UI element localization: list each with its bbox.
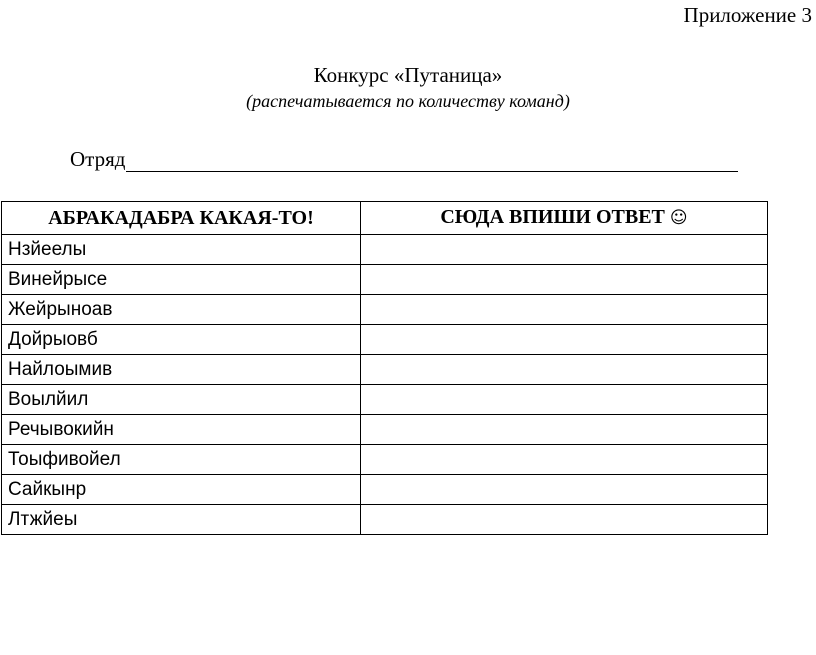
scrambled-word-cell: Винейрысе xyxy=(2,265,361,295)
answer-cell[interactable] xyxy=(361,385,768,415)
table-row xyxy=(2,355,768,385)
scrambled-word-cell: Воылйил xyxy=(2,385,361,415)
squad-blank-line[interactable] xyxy=(126,151,738,172)
answer-cell[interactable] xyxy=(361,295,768,325)
squad-label: Отряд xyxy=(70,147,126,171)
table-row xyxy=(2,415,768,445)
answer-cell[interactable] xyxy=(361,445,768,475)
column-header-scrambled: АБРАКАДАБРА КАКАЯ-ТО! xyxy=(2,202,361,235)
answer-cell[interactable] xyxy=(361,505,768,535)
table-header-row xyxy=(2,202,768,235)
squad-field xyxy=(70,146,738,172)
scrambled-word-cell: Найлоымив xyxy=(2,355,361,385)
answer-cell[interactable] xyxy=(361,355,768,385)
table-row xyxy=(2,235,768,265)
scrambled-word-cell: Жейрыноав xyxy=(2,295,361,325)
page-title: Конкурс «Путаница» xyxy=(313,63,503,87)
table-row xyxy=(2,265,768,295)
scrambled-word-cell: Тоыфивойел xyxy=(2,445,361,475)
scrambled-word-cell: Сайкынр xyxy=(2,475,361,505)
answer-cell[interactable] xyxy=(361,235,768,265)
scrambled-word-cell: Речывокийн xyxy=(2,415,361,445)
table-row xyxy=(2,325,768,355)
answer-cell[interactable] xyxy=(361,325,768,355)
table-row xyxy=(2,475,768,505)
appendix-label: Приложение 3 xyxy=(683,3,812,27)
smiley-icon: ☺ xyxy=(669,208,688,228)
column-header-answer-label: СЮДА ВПИШИ ОТВЕТ xyxy=(440,206,665,228)
puzzle-table xyxy=(1,201,768,535)
table-row xyxy=(2,385,768,415)
answer-cell[interactable] xyxy=(361,415,768,445)
answer-cell[interactable] xyxy=(361,475,768,505)
table-row xyxy=(2,505,768,535)
column-header-answer xyxy=(361,202,768,235)
scrambled-word-cell: Лтжйеы xyxy=(2,505,361,535)
answer-cell[interactable] xyxy=(361,265,768,295)
scrambled-word-cell: Нзйеелы xyxy=(2,235,361,265)
table-row xyxy=(2,295,768,325)
scrambled-word-cell: Дойрыовб xyxy=(2,325,361,355)
table-row xyxy=(2,445,768,475)
page-subtitle: (распечатывается по количеству команд) xyxy=(246,91,570,111)
